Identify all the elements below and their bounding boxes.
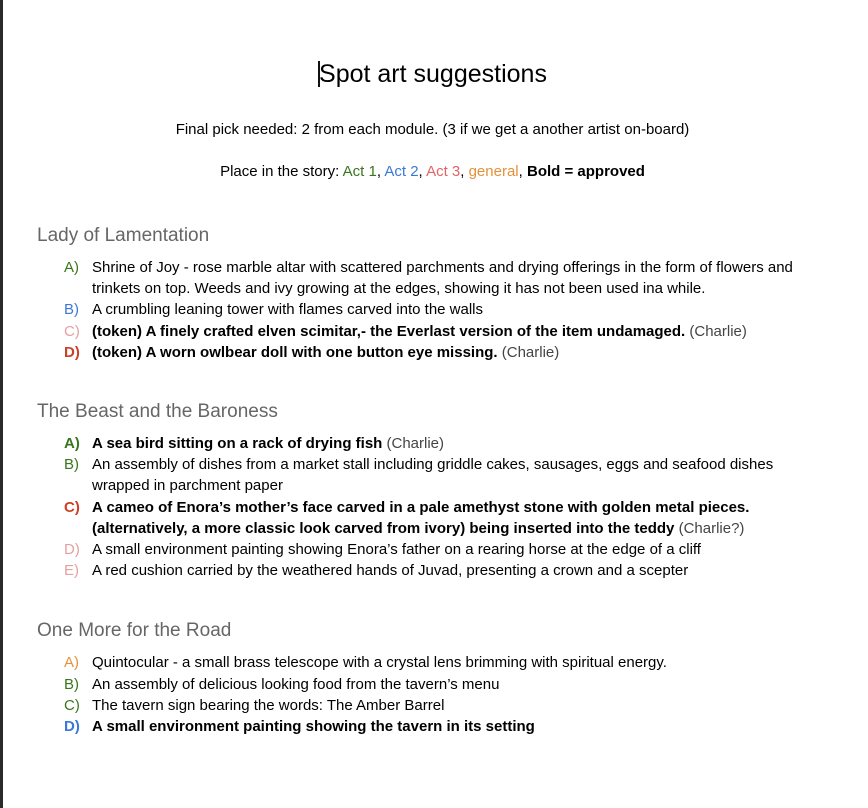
list-item-text — [92, 299, 828, 320]
legend-bold-note: Bold = approved — [526, 163, 645, 180]
list-item-text — [92, 321, 828, 342]
legend-sep-3: , — [460, 163, 469, 180]
list-item-note: (Charlie) — [685, 322, 747, 340]
list-item-marker: B) — [64, 675, 79, 693]
list-item-marker: A) — [64, 259, 79, 276]
list-item[interactable] — [37, 299, 828, 320]
list-item-marker: D) — [64, 343, 80, 361]
section-item-list — [37, 424, 828, 581]
list-item-text — [92, 560, 828, 581]
list-item-text — [92, 695, 828, 716]
legend-act3: Act 3 — [426, 163, 461, 180]
list-item-bold-text: (token) A worn owlbear doll with one button eye missing. — [92, 343, 498, 361]
legend-act2: Act 2 — [384, 163, 419, 180]
list-item[interactable] — [37, 497, 828, 539]
section-heading: The Beast and the Baroness — [37, 401, 278, 423]
list-item-marker: C) — [64, 498, 80, 516]
section-one-more-for-the-road — [37, 581, 828, 736]
legend-prefix: Place in the story: — [220, 163, 343, 180]
legend-line — [37, 140, 828, 182]
list-item-text — [92, 716, 828, 737]
list-item-bold-text: (token) A finely crafted elven scimitar,- the Everlast version of the item undamaged. — [92, 322, 686, 340]
list-item-text — [92, 433, 828, 454]
list-item[interactable] — [37, 321, 828, 342]
list-item-note: (Charlie?) — [674, 519, 745, 537]
section-lady-of-lamentation — [37, 182, 828, 363]
list-item-text — [92, 674, 828, 695]
list-item-marker: C) — [64, 322, 80, 340]
list-item-text — [92, 454, 828, 496]
list-item-text — [92, 539, 828, 560]
list-item-note: (Charlie) — [497, 343, 560, 361]
list-item-normal-text: An assembly of delicious looking food from the tavern’s menu — [92, 675, 500, 693]
list-item-marker: C) — [64, 696, 80, 714]
list-item[interactable] — [37, 716, 828, 737]
list-item-text — [92, 497, 828, 539]
list-item-text — [92, 342, 828, 363]
clipped-item-region — [37, 716, 828, 736]
title-row — [37, 0, 828, 90]
list-item-normal-text: A crumbling leaning tower with flames carved into the walls — [92, 301, 484, 319]
section-the-beast-and-the-baroness — [37, 363, 828, 581]
legend-act1: Act 1 — [342, 163, 377, 180]
list-item-bold-text: A cameo of Enora’s mother’s face carved in a pale amethyst stone with golden metal pieces. (alternatively, a more classic look carved from ivory) being inserted into the teddy — [92, 498, 750, 537]
list-item-normal-text: Shrine of Joy - rose marble altar with scattered parchments and drying offerings in the form of flowers and trinkets on top. Weeds and ivy growing at the edges, showing it has not been used ina while. — [92, 259, 793, 298]
list-item-marker: B) — [64, 301, 79, 319]
list-item-bold-text: A small environment painting showing the tavern in its setting — [92, 718, 535, 736]
legend-general: general — [468, 163, 519, 180]
list-item-marker: A) — [64, 654, 79, 672]
list-item[interactable] — [37, 560, 828, 581]
document-body — [3, 0, 868, 736]
section-item-list — [37, 643, 828, 716]
subtitle-final-pick: Final pick needed: 2 from each module. (3 if we get a another artist on-board) — [175, 121, 690, 138]
list-item-marker: B) — [64, 456, 79, 474]
list-item-marker: A) — [64, 435, 80, 453]
list-item-normal-text: A small environment painting showing Enora’s father on a rearing horse at the edge of a cliff — [92, 541, 701, 559]
list-item-normal-text: The tavern sign bearing the words: The Amber Barrel — [92, 696, 445, 714]
section-heading: Lady of Lamentation — [37, 225, 210, 246]
section-heading: One More for the Road — [37, 620, 232, 642]
list-item-marker: D) — [64, 718, 80, 736]
list-item-normal-text: Quintocular - a small brass telescope with a crystal lens brimming with spiritual energy. — [92, 654, 667, 672]
page-title-text: Spot art suggestions — [319, 60, 547, 88]
section-item-list — [37, 248, 828, 363]
list-item[interactable] — [37, 539, 828, 560]
list-item[interactable] — [37, 652, 828, 673]
list-item-text — [92, 652, 828, 673]
list-item-marker: D) — [64, 541, 80, 559]
list-item-bold-text: A sea bird sitting on a rack of drying fish — [92, 435, 383, 453]
page-title[interactable] — [318, 58, 547, 90]
legend-sep-2: , — [418, 163, 427, 180]
list-item[interactable] — [37, 695, 828, 716]
list-item-normal-text: A red cushion carried by the weathered hands of Juvad, presenting a crown and a scepter — [92, 562, 689, 580]
list-item[interactable] — [37, 433, 828, 454]
legend-sep-1: , — [376, 163, 385, 180]
list-item[interactable] — [37, 454, 828, 496]
list-item-note: (Charlie) — [382, 435, 445, 453]
list-item-normal-text: An assembly of dishes from a market stall including griddle cakes, sausages, eggs and seafood dishes wrapped in parchment paper — [92, 456, 774, 495]
list-item[interactable] — [37, 674, 828, 695]
list-item-text — [92, 257, 828, 299]
list-item-marker: E) — [64, 562, 79, 580]
list-item[interactable] — [37, 257, 828, 299]
legend-sep-4: , — [518, 163, 527, 180]
list-item[interactable] — [37, 342, 828, 363]
